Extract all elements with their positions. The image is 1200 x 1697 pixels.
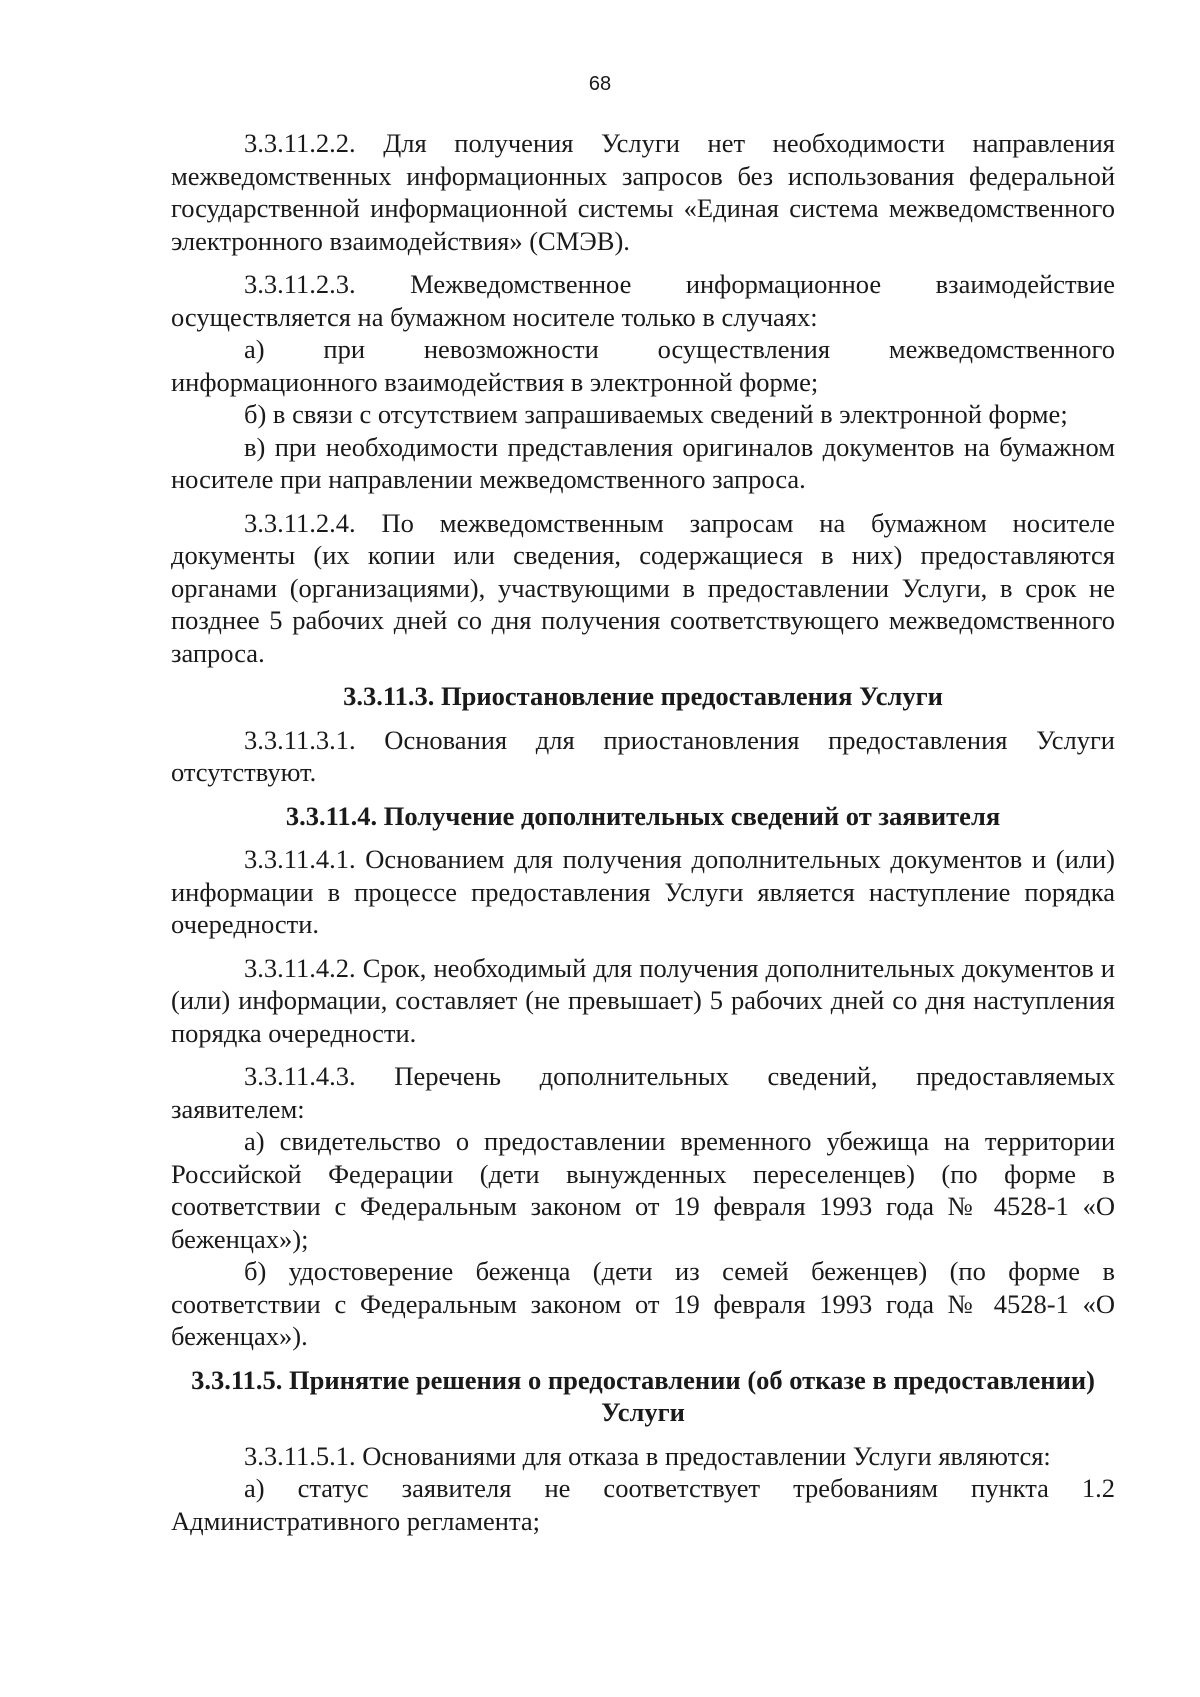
paragraph-3-3-11-4-2: 3.3.11.4.2. Срок, необходимый для получения дополнительных документов и (или) информации, составляет (не превышает) 5 рабочих дней со дня наступления порядка очередности. <box>171 952 1115 1048</box>
paragraph-3-3-11-4-3: 3.3.11.4.3. Перечень дополнительных сведений, предоставляемых заявителем: <box>171 1061 1115 1124</box>
paragraph-3-3-11-4-1: 3.3.11.4.1. Основанием для получения дополнительных документов и (или) информации в процессе предоставления Услуги является наступление порядка очередности. <box>171 844 1115 939</box>
paragraph-3-3-11-2-2: 3.3.11.2.2. Для получения Услуги нет необходимости направления межведомственных информационных запросов без использования федеральной государственной информационной системы «Единая система межведомственного электронного взаимодействия» (СМЭВ). <box>171 128 1115 256</box>
paragraph-3-3-11-3-1: 3.3.11.3.1. Основания для приостановления предоставления Услуги отсутствуют. <box>171 724 1115 787</box>
list-item-a: а) статус заявителя не соответствует требованиям пункта 1.2 Административного регламента; <box>171 1473 1115 1536</box>
list-item-a: а) при невозможности осуществления межведомственного информационного взаимодействия в электронной форме; <box>171 334 1115 397</box>
paragraph-3-3-11-2-3: 3.3.11.2.3. Межведомственное информационное взаимодействие осуществляется на бумажном носителе только в случаях: <box>171 269 1115 332</box>
paragraph-3-3-11-2-4: 3.3.11.2.4. По межведомственным запросам на бумажном носителе документы (их копии или сведения, содержащиеся в них) предоставляются органами (организациями), участвующими в предоставлении Услуги, в срок не позднее 5 рабочих дней со дня получения соответствующего межведомственного запроса. <box>171 507 1115 668</box>
list-item-a: а) свидетельство о предоставлении временного убежища на территории Российской Федерации (дети вынужденных переселенцев) (по форме в соответствии с Федеральным законом от 19 февраля 1993 года № 4528-1 «О беженцах»); <box>171 1126 1115 1254</box>
list-item-b: б) в связи с отсутствием запрашиваемых сведений в электронной форме; <box>244 399 1068 429</box>
page-number: 68 <box>588 73 612 95</box>
list-item-c: в) при необходимости представления оригиналов документов на бумажном носителе при направлении межведомственного запроса. <box>171 431 1115 494</box>
section-heading-3-3-11-4: 3.3.11.4. Получение дополнительных сведений от заявителя <box>285 800 1001 831</box>
document-body <box>171 127 1115 1537</box>
list-item-b: б) удостоверение беженца (дети из семей беженцев) (по форме в соответствии с Федеральным законом от 19 февраля 1993 года № 4528-1 «О беженцах»). <box>171 1256 1115 1351</box>
paragraph-3-3-11-5-1: 3.3.11.5.1. Основаниями для отказа в предоставлении Услуги являются: <box>244 1440 1051 1471</box>
section-heading-3-3-11-5: 3.3.11.5. Принятие решения о предоставлении (об отказе в предоставлении) Услуги <box>191 1364 1095 1427</box>
section-heading-3-3-11-3: 3.3.11.3. Приостановление предоставления Услуги <box>343 681 943 711</box>
